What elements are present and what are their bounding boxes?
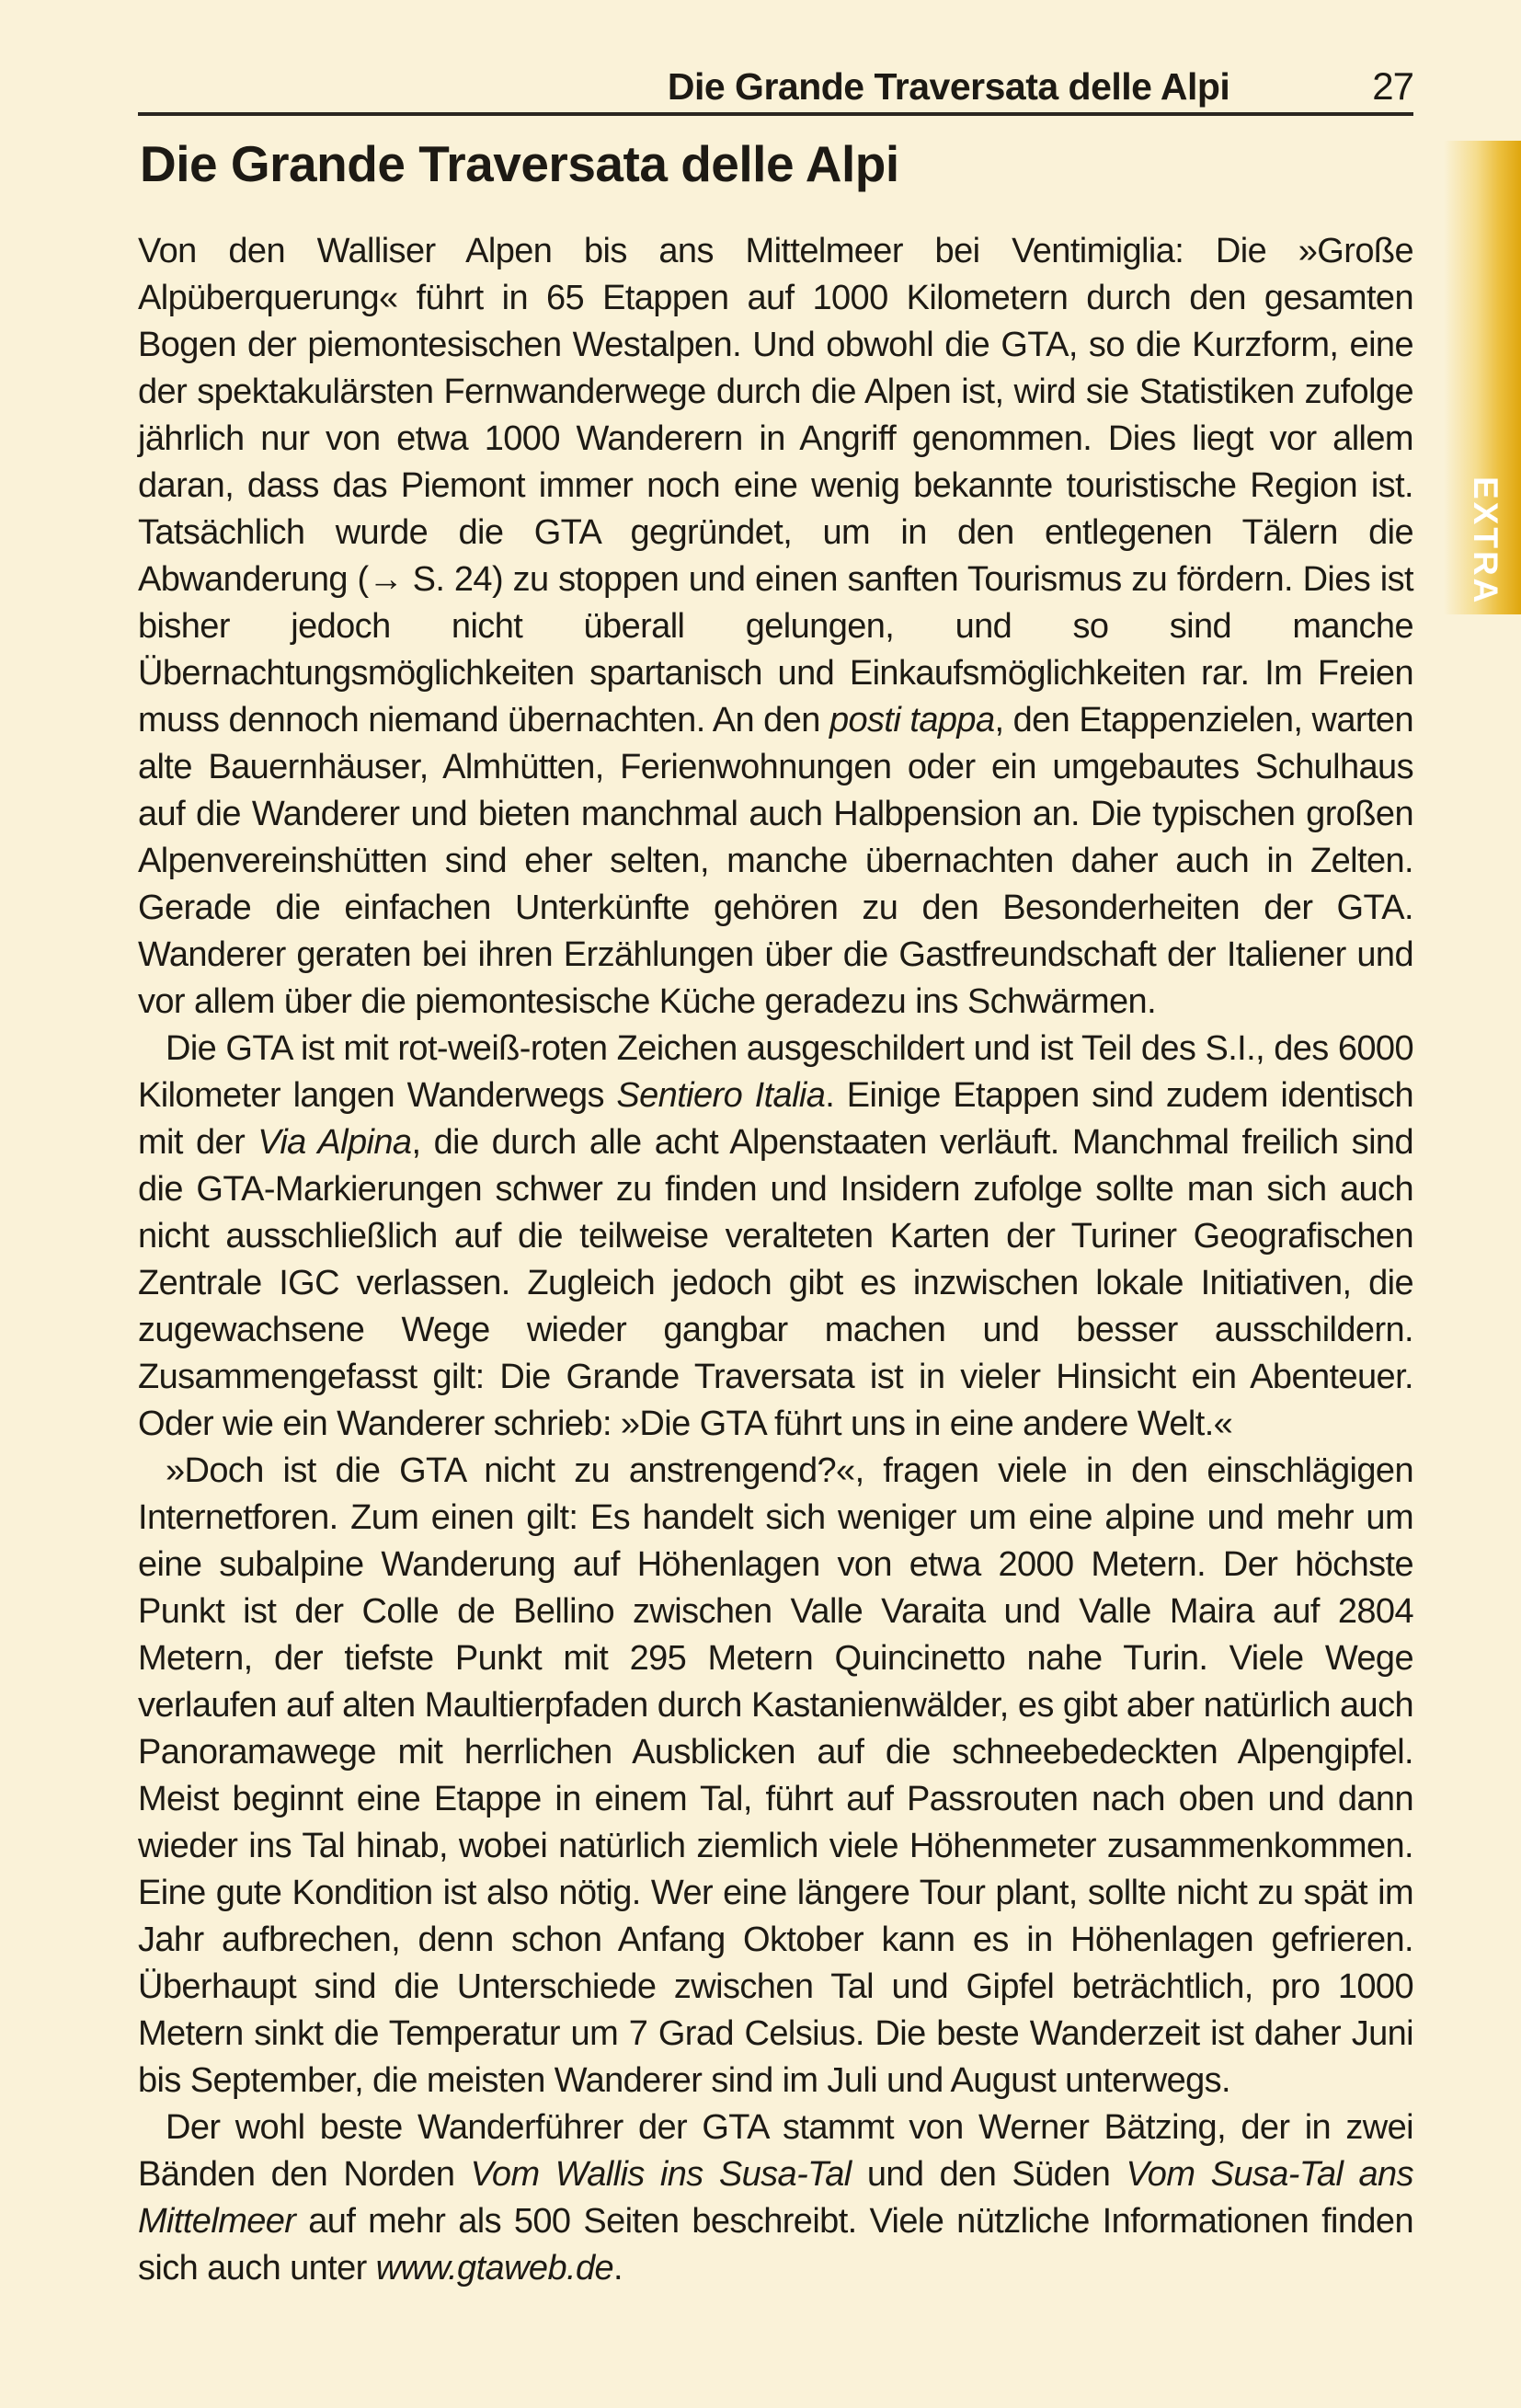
paragraph: [138, 1448, 1413, 2104]
paragraph: [138, 1026, 1413, 1448]
header-rule: [138, 112, 1413, 116]
text-run: , die durch alle acht Alpenstaaten verläuft. Manchmal freilich sind die GTA-Markierungen schwer zu finden und Insidern zufolge sollte man sich auch nicht ausschließlich auf die teilweise veralteten Karten der Turiner Geografischen Zentrale IGC verlassen. Zugleich jedoch gibt es inzwischen lokale Initiativen, die zugewachsene Wege wieder gangbar machen und besser ausschildern. Zusammengefasst gilt: Die Grande Traversata ist in vieler Hinsicht ein Abenteuer. Oder wie ein Wanderer schrieb: »Die GTA führt uns in eine andere Welt.«: [138, 1123, 1413, 1443]
paragraph: [138, 228, 1413, 1026]
article-body: [138, 228, 1413, 2292]
running-header: [138, 64, 1413, 109]
page-title: Die Grande Traversata delle Alpi: [140, 135, 899, 192]
text-run: Der wohl beste Wanderführer der GTA stammt von Werner Bätzing, der in zwei Bänden den Norden: [138, 2108, 1413, 2194]
section-tab-label: EXTRA: [1467, 476, 1504, 605]
italic-run: Via Alpina: [257, 1123, 412, 1162]
text-run: , den Etappenzielen, warten alte Bauernhäuser, Almhütten, Ferienwohnungen oder ein umgebautes Schulhaus auf die Wanderer und bieten manchmal auch Halbpension an. Die typischen großen Alpenvereinshütten sind eher selten, manche übernachten daher auch in Zelten. Gerade die einfachen Unterkünfte gehören zu den Besonderheiten der GTA. Wanderer geraten bei ihren Erzählungen über die Gastfreundschaft der Italiener und vor allem über die piemontesische Küche geradezu ins Schwärmen.: [138, 701, 1413, 1021]
text-run: .: [613, 2249, 623, 2288]
paragraph: [138, 2104, 1413, 2292]
text-run: Von den Walliser Alpen bis ans Mittelmeer bei Ventimiglia: Die »Große Alpüberquerung« führt in 65 Etappen auf 1000 Kilometern durch den gesamten Bogen der piemontesischen Westalpen. Und obwohl die GTA, so die Kurzform, eine der spektakulärsten Fernwanderwege durch die Alpen ist, wird sie Statistiken zufolge jährlich nur von etwa 1000 Wanderern in Angriff genommen. Dies liegt vor allem daran, dass das Piemont immer noch eine wenig bekannte touristische Region ist. Tatsächlich wurde die GTA gegründet, um in den entlegenen Tälern die Abwanderung (→ S. 24) zu stoppen und einen sanften Tourismus zu fördern. Dies ist bisher jedoch nicht überall gelungen, und so sind manche Übernachtungsmöglichkeiten spartanisch und Einkaufsmöglichkeiten rar. Im Freien muss dennoch niemand übernachten. An den: [138, 232, 1413, 740]
page-number: 27: [1372, 64, 1413, 108]
text-run: auf mehr als 500 Seiten beschreibt. Viele nützliche Informationen finden sich auch unter: [138, 2202, 1413, 2288]
italic-run: Vom Wallis ins Susa-Tal: [470, 2155, 852, 2194]
italic-run: Vom Susa-Tal ans Mittelmeer: [138, 2155, 1413, 2241]
italic-run: Sentiero Italia: [616, 1076, 826, 1115]
italic-run: www.gtaweb.de: [375, 2249, 614, 2288]
running-header-title: Die Grande Traversata delle Alpi: [667, 65, 1230, 108]
section-thumb-tab: [1444, 141, 1521, 614]
text-run: Die GTA ist mit rot-weiß-roten Zeichen ausgeschildert und ist Teil des S.I., des 6000 Kilometer langen Wanderwegs: [138, 1029, 1413, 1115]
text-run: »Doch ist die GTA nicht zu anstrengend?«, fragen viele in den einschlägigen Internetforen. Zum einen gilt: Es handelt sich weniger um eine alpine und mehr um eine subalpine Wanderung auf Höhenlagen von etwa 2000 Metern. Der höchste Punkt ist der Colle de Bellino zwischen Valle Varaita und Valle Maira auf 2804 Metern, der tiefste Punkt mit 295 Metern Quincinetto nahe Turin. Viele Wege verlaufen auf alten Maultierpfaden durch Kastanienwälder, es gibt aber natürlich auch Panoramawege mit herrlichen Ausblicken auf die schneebedeckten Alpengipfel. Meist beginnt eine Etappe in einem Tal, führt auf Passrouten nach oben und dann wieder ins Tal hinab, wobei natürlich ziemlich viele Höhenmeter zusammenkommen. Eine gute Kondition ist also nötig. Wer eine längere Tour plant, sollte nicht zu spät im Jahr aufbrechen, denn schon Anfang Oktober kann es in Höhenlagen gefrieren. Überhaupt sind die Unterschiede zwischen Tal und Gipfel beträchtlich, pro 1000 Metern sinkt die Temperatur um 7 Grad Celsius. Die beste Wanderzeit ist daher Juni bis September, die meisten Wanderer sind im Juli und August unterwegs.: [138, 1451, 1413, 2100]
text-run: und den Süden: [851, 2155, 1126, 2194]
text-run: . Einige Etappen sind zudem identisch mit der: [138, 1076, 1413, 1162]
italic-run: posti tappa: [829, 701, 995, 740]
